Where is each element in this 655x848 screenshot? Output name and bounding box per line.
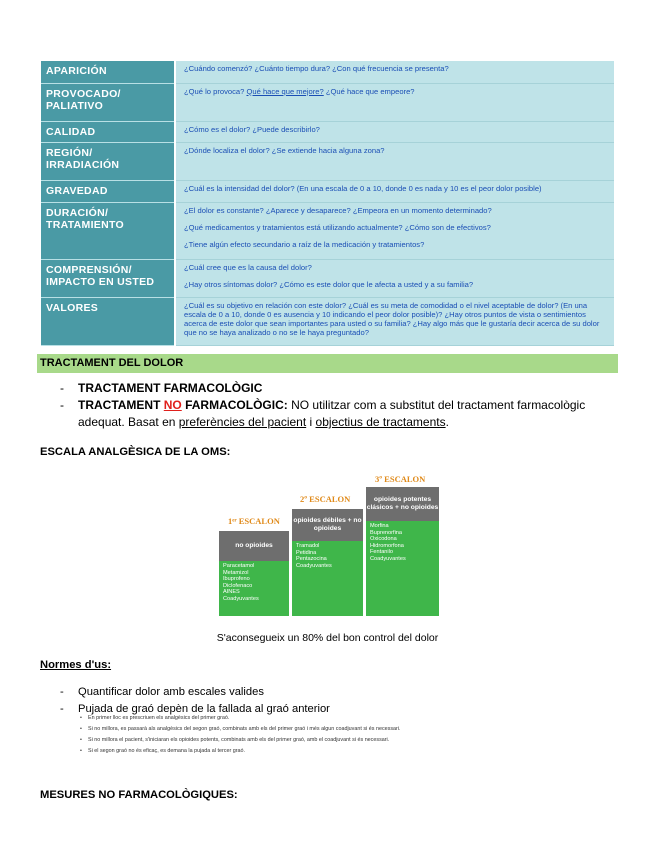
section-header-bar xyxy=(37,354,618,373)
row-questions xyxy=(175,61,614,83)
escala-header: ESCALA ANALGÈSICA DE LA OMS: xyxy=(40,446,231,458)
step3-title: 3º ESCALON xyxy=(375,474,426,484)
drug-name: Tramadol xyxy=(296,543,320,549)
drug-name: Coadyuvantes xyxy=(296,562,332,569)
question-text: ¿Hay otros síntomas dolor? ¿Cómo es este dolor que le afecta a usted y a su familia? xyxy=(184,279,474,289)
row-label-line: DURACIÓN/ xyxy=(46,206,109,219)
row-questions xyxy=(175,180,614,202)
step1-title: 1ᵉʳ ESCALON xyxy=(228,516,280,526)
drug-name: Metamizol xyxy=(223,569,249,576)
escala-caption: S'aconsegueix un 80% del bon control del dolor xyxy=(216,632,439,644)
step2-drugs xyxy=(292,541,363,616)
row-label xyxy=(41,259,175,297)
row-questions xyxy=(175,202,614,259)
drug-name: Petidina xyxy=(296,549,317,556)
mesures-header: MESURES NO FARMACOLÒGIQUES: xyxy=(40,789,238,801)
row-label xyxy=(41,202,175,259)
drug-name: Ibuprofeno xyxy=(223,576,250,582)
normes-sub-list xyxy=(80,715,430,759)
question-text: ¿Cuándo comenzó? ¿Cuánto tiempo dura? ¿Con qué frecuencia se presenta? xyxy=(184,64,449,73)
row-label xyxy=(41,83,175,121)
question-text: ¿Dónde localiza el dolor? ¿Se extiende hacia alguna zona? xyxy=(184,145,385,155)
question-text: ¿Cuál cree que es la causa del dolor? xyxy=(184,262,312,272)
row-label xyxy=(41,121,175,142)
question-text: ¿El dolor es constante? ¿Aparece y desaparece? ¿Empeora en un momento determinado? xyxy=(184,205,492,215)
drug-name: Oxicodona xyxy=(370,536,397,542)
question-text: ¿Qué medicamentos y tratamientos está utilizando actualmente? ¿Cómo son de efectivos? xyxy=(184,222,491,232)
row-label-line: GRAVEDAD xyxy=(46,184,108,197)
question-text: ¿Qué lo provoca? Qué hace que mejore? ¿Qué hace que empeore? xyxy=(184,86,415,96)
row-label-line: PALIATIVO xyxy=(46,100,104,112)
list-item: - Quantificar dolor amb escales valides xyxy=(60,684,560,701)
row-label-line: COMPRENSIÓN/ xyxy=(46,263,132,276)
drug-name: Morfina xyxy=(370,523,389,529)
row-label xyxy=(41,297,175,345)
table-row xyxy=(41,83,614,121)
row-label-line: APARICIÓN xyxy=(46,65,107,77)
table-row xyxy=(41,61,614,83)
row-questions xyxy=(175,297,614,345)
row-label xyxy=(41,180,175,202)
row-questions xyxy=(175,121,614,142)
step2-category: opioides débiles + no opioides xyxy=(292,509,363,541)
table-row xyxy=(41,121,614,142)
row-label-line: VALORES xyxy=(46,301,99,314)
table-row xyxy=(41,142,614,180)
table-row xyxy=(41,297,614,345)
sub-list-item: • Si el segon graó no és eficaç, es demana la pujada al tercer graó. xyxy=(80,748,430,755)
drug-name: Coadyuvantes xyxy=(223,595,259,602)
drug-name: Buprenorfina xyxy=(370,529,403,536)
table-row xyxy=(41,180,614,202)
sub-list-item: • Si no millora, es passarà als analgèsics del segon graó, combinats amb els del primer graó i més algun coadjuvant si és necessari. xyxy=(80,726,430,733)
drug-name: Diclofenaco xyxy=(223,582,253,589)
normes-header: Normes d'us: xyxy=(40,659,112,671)
table-row xyxy=(41,202,614,259)
treatment-list xyxy=(60,380,600,431)
row-questions xyxy=(175,142,614,180)
row-label-line: IMPACTO EN USTED xyxy=(46,276,155,288)
step1-category: no opioides xyxy=(219,531,289,561)
list-item: - TRACTAMENT FARMACOLÒGIC xyxy=(60,380,600,397)
row-label-line: TRATAMIENTO xyxy=(46,219,124,231)
row-label-line: IRRADIACIÓN xyxy=(46,159,120,171)
row-questions xyxy=(175,259,614,297)
row-label xyxy=(41,61,175,83)
row-label-line: REGIÓN/ xyxy=(46,146,93,159)
normes-list xyxy=(60,684,560,718)
row-label-line: PROVOCADO/ xyxy=(46,87,121,100)
row-label-line: CALIDAD xyxy=(46,125,96,138)
step2-title: 2º ESCALON xyxy=(300,494,351,504)
question-text: ¿Cuál es la intensidad del dolor? (En una escala de 0 a 10, donde 0 es nada y 10 es el peor dolor posible) xyxy=(184,183,542,193)
drug-name: Coadyuvantes xyxy=(370,555,406,562)
drug-name: Fentanilo xyxy=(370,549,394,555)
step1-drugs xyxy=(219,561,289,616)
section-header-tractament: TRACTAMENT DEL DOLOR xyxy=(40,357,184,369)
question-text: ¿Cómo es el dolor? ¿Puede describirlo? xyxy=(184,124,320,134)
table-row xyxy=(41,259,614,297)
row-label xyxy=(41,142,175,180)
list-item: - TRACTAMENT NO FARMACOLÒGIC: NO utilitzar com a substitut del tractament farmacològic adequat. Basat en preferències del pacient i objectius de tractaments. xyxy=(60,397,600,431)
step3-category: opioides potentes clásicos + no opioides xyxy=(366,487,439,521)
step3-drugs xyxy=(366,521,439,616)
sub-list-item: • En primer lloc es prescriuen els analgèsics del primer graó. xyxy=(80,715,430,722)
question-text: ¿Cuál es su objetivo en relación con este dolor? ¿Cuál es su meta de comodidad o el nivel aceptable de dolor? (En una escala de 0 a 10, donde 0 es ausencia y 10 indicando el peor dolor posible)? ¿Hay otros puntos de vista o sentimientos acerca de este dolor que sean importantes para usted o su familia? ¿Hay algo más que le gustaría decir acerca de su dolor que no se haya analizado o no se le haya preguntado? xyxy=(184,300,600,337)
list-item: - Pujada de graó depèn de la fallada al graó anterior xyxy=(60,701,560,718)
drug-name: Hidromorfona xyxy=(370,542,404,549)
drug-name: Paracetamol xyxy=(223,563,255,569)
row-questions xyxy=(175,83,614,121)
drug-name: AINES xyxy=(223,589,240,595)
pain-assessment-table xyxy=(41,61,614,346)
drug-name: Pentazocina xyxy=(296,556,327,562)
question-text: ¿Tiene algún efecto secundario a raíz de la medicación y tratamientos? xyxy=(184,239,425,249)
sub-list-item: • Si no millora el pacient, s'iniciaran els opioides potents, combinats amb els del primer graó, amb el coadjuvant si és necessari. xyxy=(80,737,430,744)
